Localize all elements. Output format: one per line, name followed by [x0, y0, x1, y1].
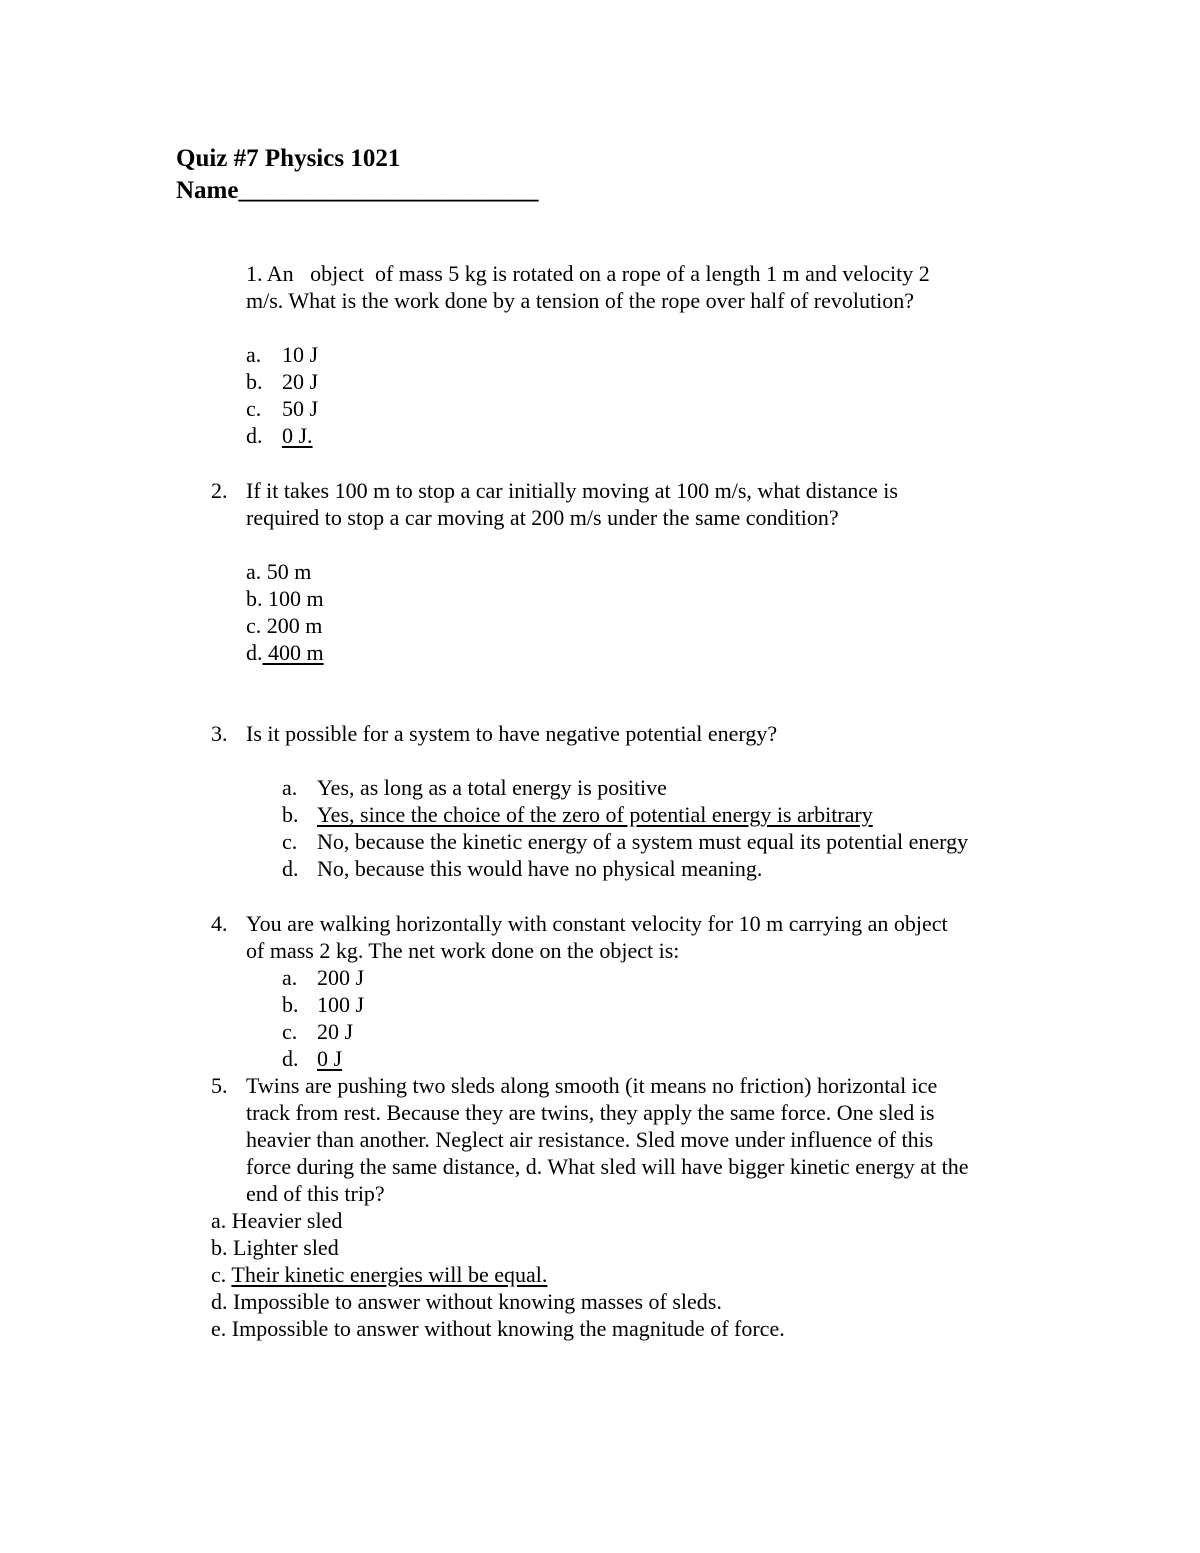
q5-option-c-answer: c. Their kinetic energies will be equal.: [211, 1262, 548, 1287]
question-5-line-5: end of this trip?: [246, 1181, 385, 1206]
question-1-number: 1.: [246, 261, 263, 286]
question-5-number: 5.: [211, 1073, 228, 1098]
q4-option-a: a. 200 J: [282, 965, 365, 990]
q3-option-b-answer: b. Yes, since the choice of the zero of potential energy is arbitrary: [282, 802, 873, 827]
q3-option-c: c. No, because the kinetic energy of a system must equal its potential energy: [282, 829, 969, 854]
q1-option-d-answer: d. 0 J.: [246, 423, 313, 448]
question-5-line-4: force during the same distance, d. What sled will have bigger kinetic energy at the: [246, 1154, 969, 1179]
q5-option-e: e. Impossible to answer without knowing the magnitude of force.: [211, 1316, 785, 1341]
q2-option-a: a. 50 m: [246, 559, 312, 584]
quiz-title: Quiz #7 Physics 1021: [176, 145, 401, 172]
question-3-line-1: Is it possible for a system to have negative potential energy?: [246, 721, 778, 746]
q4-option-b: b. 100 J: [282, 992, 365, 1017]
q1-option-b: b. 20 J: [246, 369, 319, 394]
question-5-line-2: track from rest. Because they are twins, they apply the same force. One sled is: [246, 1100, 935, 1125]
q1-option-c: c. 50 J: [246, 396, 319, 421]
q5-option-a: a. Heavier sled: [211, 1208, 343, 1233]
q2-option-b: b. 100 m: [246, 586, 324, 611]
question-2-number: 2.: [211, 478, 228, 503]
name-field: [176, 175, 538, 207]
question-5-line-1: Twins are pushing two sleds along smooth (it means no friction) horizontal ice: [246, 1073, 938, 1098]
q2-option-d-answer: d. 400 m: [246, 640, 324, 665]
question-1-line-2: m/s. What is the work done by a tension of the rope over half of revolution?: [246, 288, 914, 313]
q5-option-b: b. Lighter sled: [211, 1235, 339, 1260]
q1-option-a: a. 10 J: [246, 342, 319, 367]
question-2-line-1: If it takes 100 m to stop a car initially moving at 100 m/s, what distance is: [246, 478, 898, 503]
q4-option-d-answer: d. 0 J: [282, 1046, 343, 1071]
q4-option-c: c. 20 J: [282, 1019, 354, 1044]
question-4-number: 4.: [211, 911, 228, 936]
name-label: Name: [176, 177, 239, 204]
question-4-line-1: You are walking horizontally with constant velocity for 10 m carrying an object: [246, 911, 948, 936]
q2-option-c: c. 200 m: [246, 613, 323, 638]
question-1-line-1: 1. An object of mass 5 kg is rotated on a rope of a length 1 m and velocity 2: [246, 261, 930, 286]
q3-option-d: d. No, because this would have no physical meaning.: [282, 856, 763, 881]
question-4-line-2: of mass 2 kg. The net work done on the object is:: [246, 938, 680, 963]
question-3-number: 3.: [211, 721, 228, 746]
q3-option-a: a. Yes, as long as a total energy is positive: [282, 775, 667, 800]
question-2-line-2: required to stop a car moving at 200 m/s under the same condition?: [246, 505, 839, 530]
q5-option-d: d. Impossible to answer without knowing masses of sleds.: [211, 1289, 722, 1314]
question-5-line-3: heavier than another. Neglect air resistance. Sled move under influence of this: [246, 1127, 934, 1152]
name-blank-line: ________________________: [238, 177, 539, 204]
